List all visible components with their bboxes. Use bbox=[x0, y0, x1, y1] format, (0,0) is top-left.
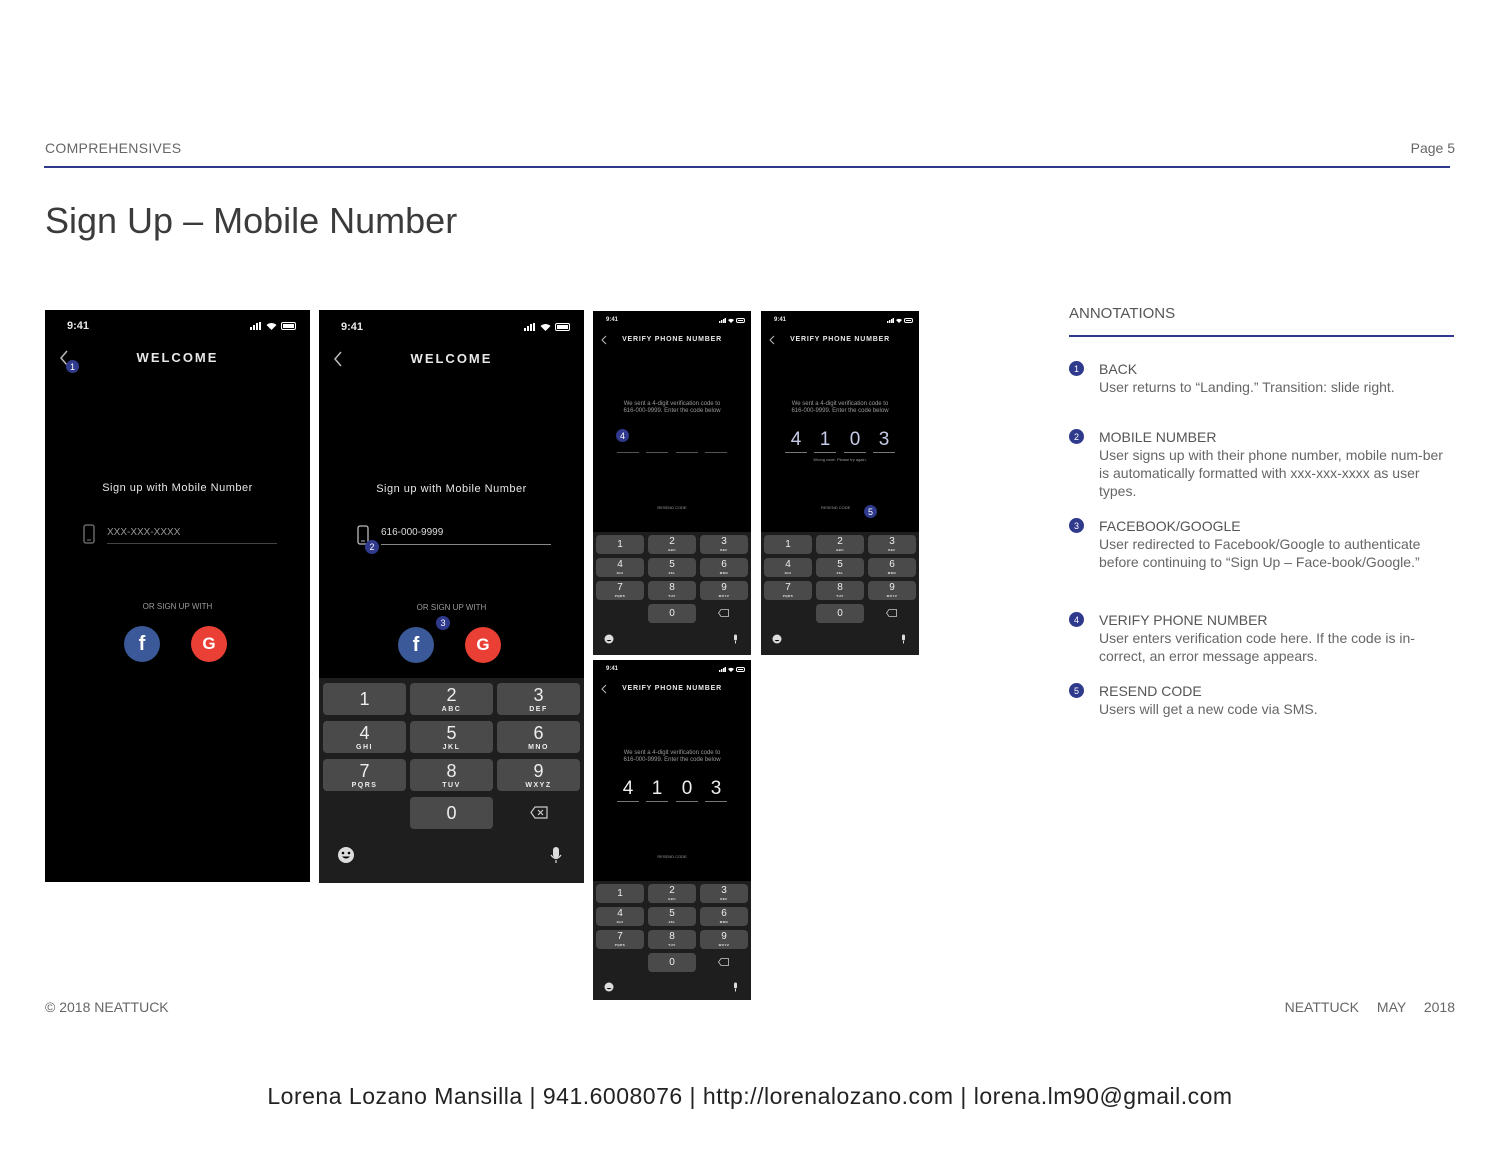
code-slot-3[interactable] bbox=[676, 452, 698, 453]
annotation-item-resend-code bbox=[1069, 682, 1454, 718]
page-title: Sign Up – Mobile Number bbox=[45, 200, 458, 241]
key-7[interactable]: 7 PQRS bbox=[323, 759, 406, 791]
key-0[interactable]: 0 bbox=[648, 604, 696, 623]
key-6[interactable]: 6 MNO bbox=[700, 558, 748, 577]
key-4[interactable]: 4 GHI bbox=[764, 558, 812, 577]
key-2[interactable]: 2 ABC bbox=[410, 683, 493, 715]
code-digit-3[interactable]: 0 bbox=[681, 778, 693, 799]
code-digit-1[interactable]: 4 bbox=[622, 778, 634, 799]
key-9[interactable]: 9 WXYZ bbox=[700, 581, 748, 600]
code-slot-3 bbox=[676, 801, 698, 802]
annotation-heading: BACK bbox=[1099, 361, 1138, 377]
emoji-icon[interactable] bbox=[604, 634, 614, 644]
wifi-icon bbox=[728, 318, 734, 323]
status-time: 9:41 bbox=[774, 317, 787, 323]
status-time: 9:41 bbox=[67, 320, 90, 332]
annotation-badge-2: 2 bbox=[365, 540, 379, 554]
phone-input-placeholder[interactable]: XXX-XXX-XXXX bbox=[107, 527, 181, 538]
key-5[interactable]: 5 JKL bbox=[648, 558, 696, 577]
annotation-badge-3: 3 bbox=[436, 616, 450, 630]
status-icons bbox=[887, 318, 913, 323]
code-slot-1 bbox=[617, 801, 639, 802]
code-slot-2[interactable] bbox=[646, 452, 668, 453]
code-slot-2 bbox=[646, 801, 668, 802]
battery-icon bbox=[736, 667, 745, 672]
key-7[interactable]: 7 PQRS bbox=[764, 581, 812, 600]
status-icons bbox=[719, 318, 745, 323]
wifi-icon bbox=[540, 323, 551, 331]
key-5[interactable]: 5 JKL bbox=[410, 721, 493, 753]
key-3[interactable]: 3 DEF bbox=[700, 535, 748, 554]
annotation-number: 5 bbox=[1069, 683, 1084, 698]
key-2[interactable]: 2 ABC bbox=[648, 535, 696, 554]
code-slot-3 bbox=[844, 452, 866, 453]
signup-prompt: Sign up with Mobile Number bbox=[376, 483, 527, 495]
code-digit-1[interactable]: 4 bbox=[790, 429, 802, 450]
key-9[interactable]: 9 WXYZ bbox=[700, 930, 748, 949]
key-5[interactable]: 5 JKL bbox=[648, 907, 696, 926]
code-slot-4[interactable] bbox=[705, 452, 727, 453]
microphone-icon[interactable] bbox=[900, 634, 907, 644]
welcome-title: WELCOME bbox=[136, 350, 219, 365]
annotation-item-mobile-number bbox=[1069, 428, 1454, 500]
annotation-number: 1 bbox=[1069, 361, 1084, 376]
annotation-body: User signs up with their phone number, mobile num-ber is automatically formatted with xxx-xxx-xxxx as user types. bbox=[1099, 447, 1443, 499]
key-3[interactable]: 3 DEF bbox=[868, 535, 916, 554]
status-time: 9:41 bbox=[341, 321, 364, 333]
code-digit-3[interactable]: 0 bbox=[849, 429, 861, 450]
key-4[interactable]: 4 GHI bbox=[596, 907, 644, 926]
key-9[interactable]: 9 WXYZ bbox=[868, 581, 916, 600]
code-slot-2 bbox=[814, 452, 836, 453]
google-button[interactable]: G bbox=[465, 627, 501, 663]
resend-code-link[interactable]: RESEND CODE bbox=[657, 505, 687, 510]
or-sign-up-label: OR SIGN UP WITH bbox=[416, 603, 487, 612]
screen-verify-error bbox=[761, 311, 919, 655]
page-number: Page 5 bbox=[1410, 140, 1455, 156]
key-2[interactable]: 2 ABC bbox=[816, 535, 864, 554]
facebook-button[interactable]: f bbox=[398, 627, 434, 663]
signal-icon bbox=[887, 318, 894, 323]
key-7[interactable]: 7 PQRS bbox=[596, 581, 644, 600]
verify-title: VERIFY PHONE NUMBER bbox=[790, 336, 890, 343]
key-1[interactable]: 1 bbox=[596, 535, 644, 554]
status-time: 9:41 bbox=[606, 666, 619, 672]
backspace-icon[interactable] bbox=[718, 609, 729, 617]
emoji-icon[interactable] bbox=[337, 846, 355, 864]
annotations-title: ANNOTATIONS bbox=[1069, 305, 1176, 322]
footer-date: MAY 2018 bbox=[1376, 999, 1455, 1015]
numeric-keypad bbox=[593, 532, 751, 655]
annotation-number: 4 bbox=[1069, 612, 1084, 627]
battery-icon bbox=[281, 322, 296, 330]
annotation-body: User redirected to Facebook/Google to authenticate before continuing to “Sign Up – Face-book/Google.” bbox=[1099, 536, 1421, 570]
status-time: 9:41 bbox=[606, 317, 619, 323]
footer-brand-date bbox=[1285, 999, 1455, 1015]
annotation-number: 2 bbox=[1069, 429, 1084, 444]
code-slot-4 bbox=[873, 452, 895, 453]
key-6[interactable]: 6 MNO bbox=[700, 907, 748, 926]
signal-icon bbox=[719, 667, 726, 672]
phone-input-underline bbox=[107, 543, 277, 544]
phone-icon bbox=[83, 524, 95, 544]
signal-icon bbox=[250, 322, 262, 330]
welcome-title: WELCOME bbox=[410, 351, 493, 366]
verify-message: We sent a 4-digit verification code to 616-000-9999. Enter the code below bbox=[623, 750, 721, 763]
key-7[interactable]: 7 PQRS bbox=[596, 930, 644, 949]
verify-title: VERIFY PHONE NUMBER bbox=[622, 336, 722, 343]
key-9[interactable]: 9 WXYZ bbox=[497, 759, 580, 791]
numeric-keypad bbox=[319, 678, 584, 883]
microphone-icon[interactable] bbox=[732, 982, 739, 992]
phone-input-value[interactable]: 616-000-9999 bbox=[381, 527, 444, 538]
microphone-icon[interactable] bbox=[732, 634, 739, 644]
screen-welcome-empty bbox=[45, 310, 310, 882]
resend-code-link[interactable]: RESEND CODE bbox=[821, 505, 851, 510]
footer-copyright: © 2018 NEATTUCK bbox=[45, 999, 169, 1015]
numeric-keypad bbox=[761, 532, 919, 655]
key-8[interactable]: 8 TUV bbox=[648, 581, 696, 600]
annotation-heading: RESEND CODE bbox=[1099, 683, 1202, 699]
key-8[interactable]: 8 TUV bbox=[816, 581, 864, 600]
annotation-body: Users will get a new code via SMS. bbox=[1099, 701, 1318, 717]
phone-input-underline bbox=[381, 544, 551, 545]
numeric-keypad bbox=[593, 881, 751, 1000]
screen-verify-filled bbox=[593, 660, 751, 1000]
verify-message: We sent a 4-digit verification code to 616-000-9999. Enter the code below bbox=[791, 401, 889, 414]
code-digit-4[interactable]: 3 bbox=[710, 778, 722, 799]
resend-code-link[interactable]: RESEND CODE bbox=[657, 854, 687, 859]
key-3[interactable]: 3 DEF bbox=[497, 683, 580, 715]
key-0[interactable]: 0 bbox=[648, 953, 696, 972]
key-6[interactable]: 6 MNO bbox=[868, 558, 916, 577]
annotations-divider bbox=[1069, 335, 1454, 337]
code-slot-1[interactable] bbox=[617, 452, 639, 453]
annotation-body: User returns to “Landing.” Transition: slide right. bbox=[1099, 379, 1395, 395]
annotation-heading: FACEBOOK/GOOGLE bbox=[1099, 518, 1241, 534]
backspace-icon[interactable] bbox=[530, 806, 548, 819]
backspace-icon[interactable] bbox=[886, 609, 897, 617]
battery-icon bbox=[555, 323, 570, 331]
key-3[interactable]: 3 DEF bbox=[700, 884, 748, 903]
code-digit-2[interactable]: 1 bbox=[819, 429, 831, 450]
emoji-icon[interactable] bbox=[772, 634, 782, 644]
key-8[interactable]: 8 TUV bbox=[410, 759, 493, 791]
error-message: Wrong code. Please try again. bbox=[813, 457, 867, 462]
verify-message: We sent a 4-digit verification code to 616-000-9999. Enter the code below bbox=[623, 401, 721, 414]
signal-icon bbox=[524, 323, 536, 331]
emoji-icon[interactable] bbox=[604, 982, 614, 992]
annotation-badge-4: 4 bbox=[616, 429, 629, 442]
wifi-icon bbox=[896, 318, 902, 323]
screen-welcome-filled bbox=[319, 310, 584, 883]
backspace-icon[interactable] bbox=[718, 958, 729, 966]
code-slot-1 bbox=[785, 452, 807, 453]
verify-title: VERIFY PHONE NUMBER bbox=[622, 685, 722, 692]
key-1[interactable]: 1 bbox=[323, 683, 406, 715]
key-8[interactable]: 8 TUV bbox=[648, 930, 696, 949]
key-4[interactable]: 4 GHI bbox=[596, 558, 644, 577]
annotation-body: User enters verification code here. If the code is in-correct, an error message appears. bbox=[1099, 630, 1415, 664]
annotation-heading: VERIFY PHONE NUMBER bbox=[1099, 612, 1268, 628]
key-4[interactable]: 4 GHI bbox=[323, 721, 406, 753]
wifi-icon bbox=[266, 322, 277, 330]
microphone-icon[interactable] bbox=[550, 846, 562, 864]
code-digit-2[interactable]: 1 bbox=[651, 778, 663, 799]
annotation-number: 3 bbox=[1069, 518, 1084, 533]
battery-icon bbox=[904, 318, 913, 323]
or-sign-up-label: OR SIGN UP WITH bbox=[142, 602, 213, 611]
screen-verify-empty bbox=[593, 311, 751, 655]
signal-icon bbox=[719, 318, 726, 323]
annotation-item-verify-phone bbox=[1069, 611, 1454, 665]
key-6[interactable]: 6 MNO bbox=[497, 721, 580, 753]
contact-line: Lorena Lozano Mansilla | 941.6008076 | http://lorenalozano.com | lorena.lm90@gmail.com bbox=[267, 1083, 1233, 1109]
wifi-icon bbox=[728, 667, 734, 672]
key-0[interactable]: 0 bbox=[816, 604, 864, 623]
key-1[interactable]: 1 bbox=[596, 884, 644, 903]
facebook-button[interactable]: f bbox=[124, 626, 160, 662]
annotation-heading: MOBILE NUMBER bbox=[1099, 429, 1217, 445]
footer-brand: NEATTUCK bbox=[1284, 999, 1360, 1015]
status-icons bbox=[250, 322, 296, 330]
key-1[interactable]: 1 bbox=[764, 535, 812, 554]
battery-icon bbox=[736, 318, 745, 323]
annotation-badge-1: 1 bbox=[66, 360, 79, 373]
annotation-badge-5: 5 bbox=[864, 505, 877, 518]
annotation-item-facebook-google bbox=[1069, 517, 1454, 571]
signup-prompt: Sign up with Mobile Number bbox=[102, 482, 253, 494]
key-2[interactable]: 2 ABC bbox=[648, 884, 696, 903]
key-0[interactable]: 0 bbox=[410, 797, 493, 829]
status-icons bbox=[719, 667, 745, 672]
code-digit-4[interactable]: 3 bbox=[878, 429, 890, 450]
annotation-item-back bbox=[1069, 360, 1454, 396]
header-divider bbox=[44, 166, 1450, 168]
status-icons bbox=[524, 323, 570, 331]
google-button[interactable]: G bbox=[191, 626, 227, 662]
key-5[interactable]: 5 JKL bbox=[816, 558, 864, 577]
section-label: COMPREHENSIVES bbox=[45, 140, 182, 156]
code-slot-4 bbox=[705, 801, 727, 802]
